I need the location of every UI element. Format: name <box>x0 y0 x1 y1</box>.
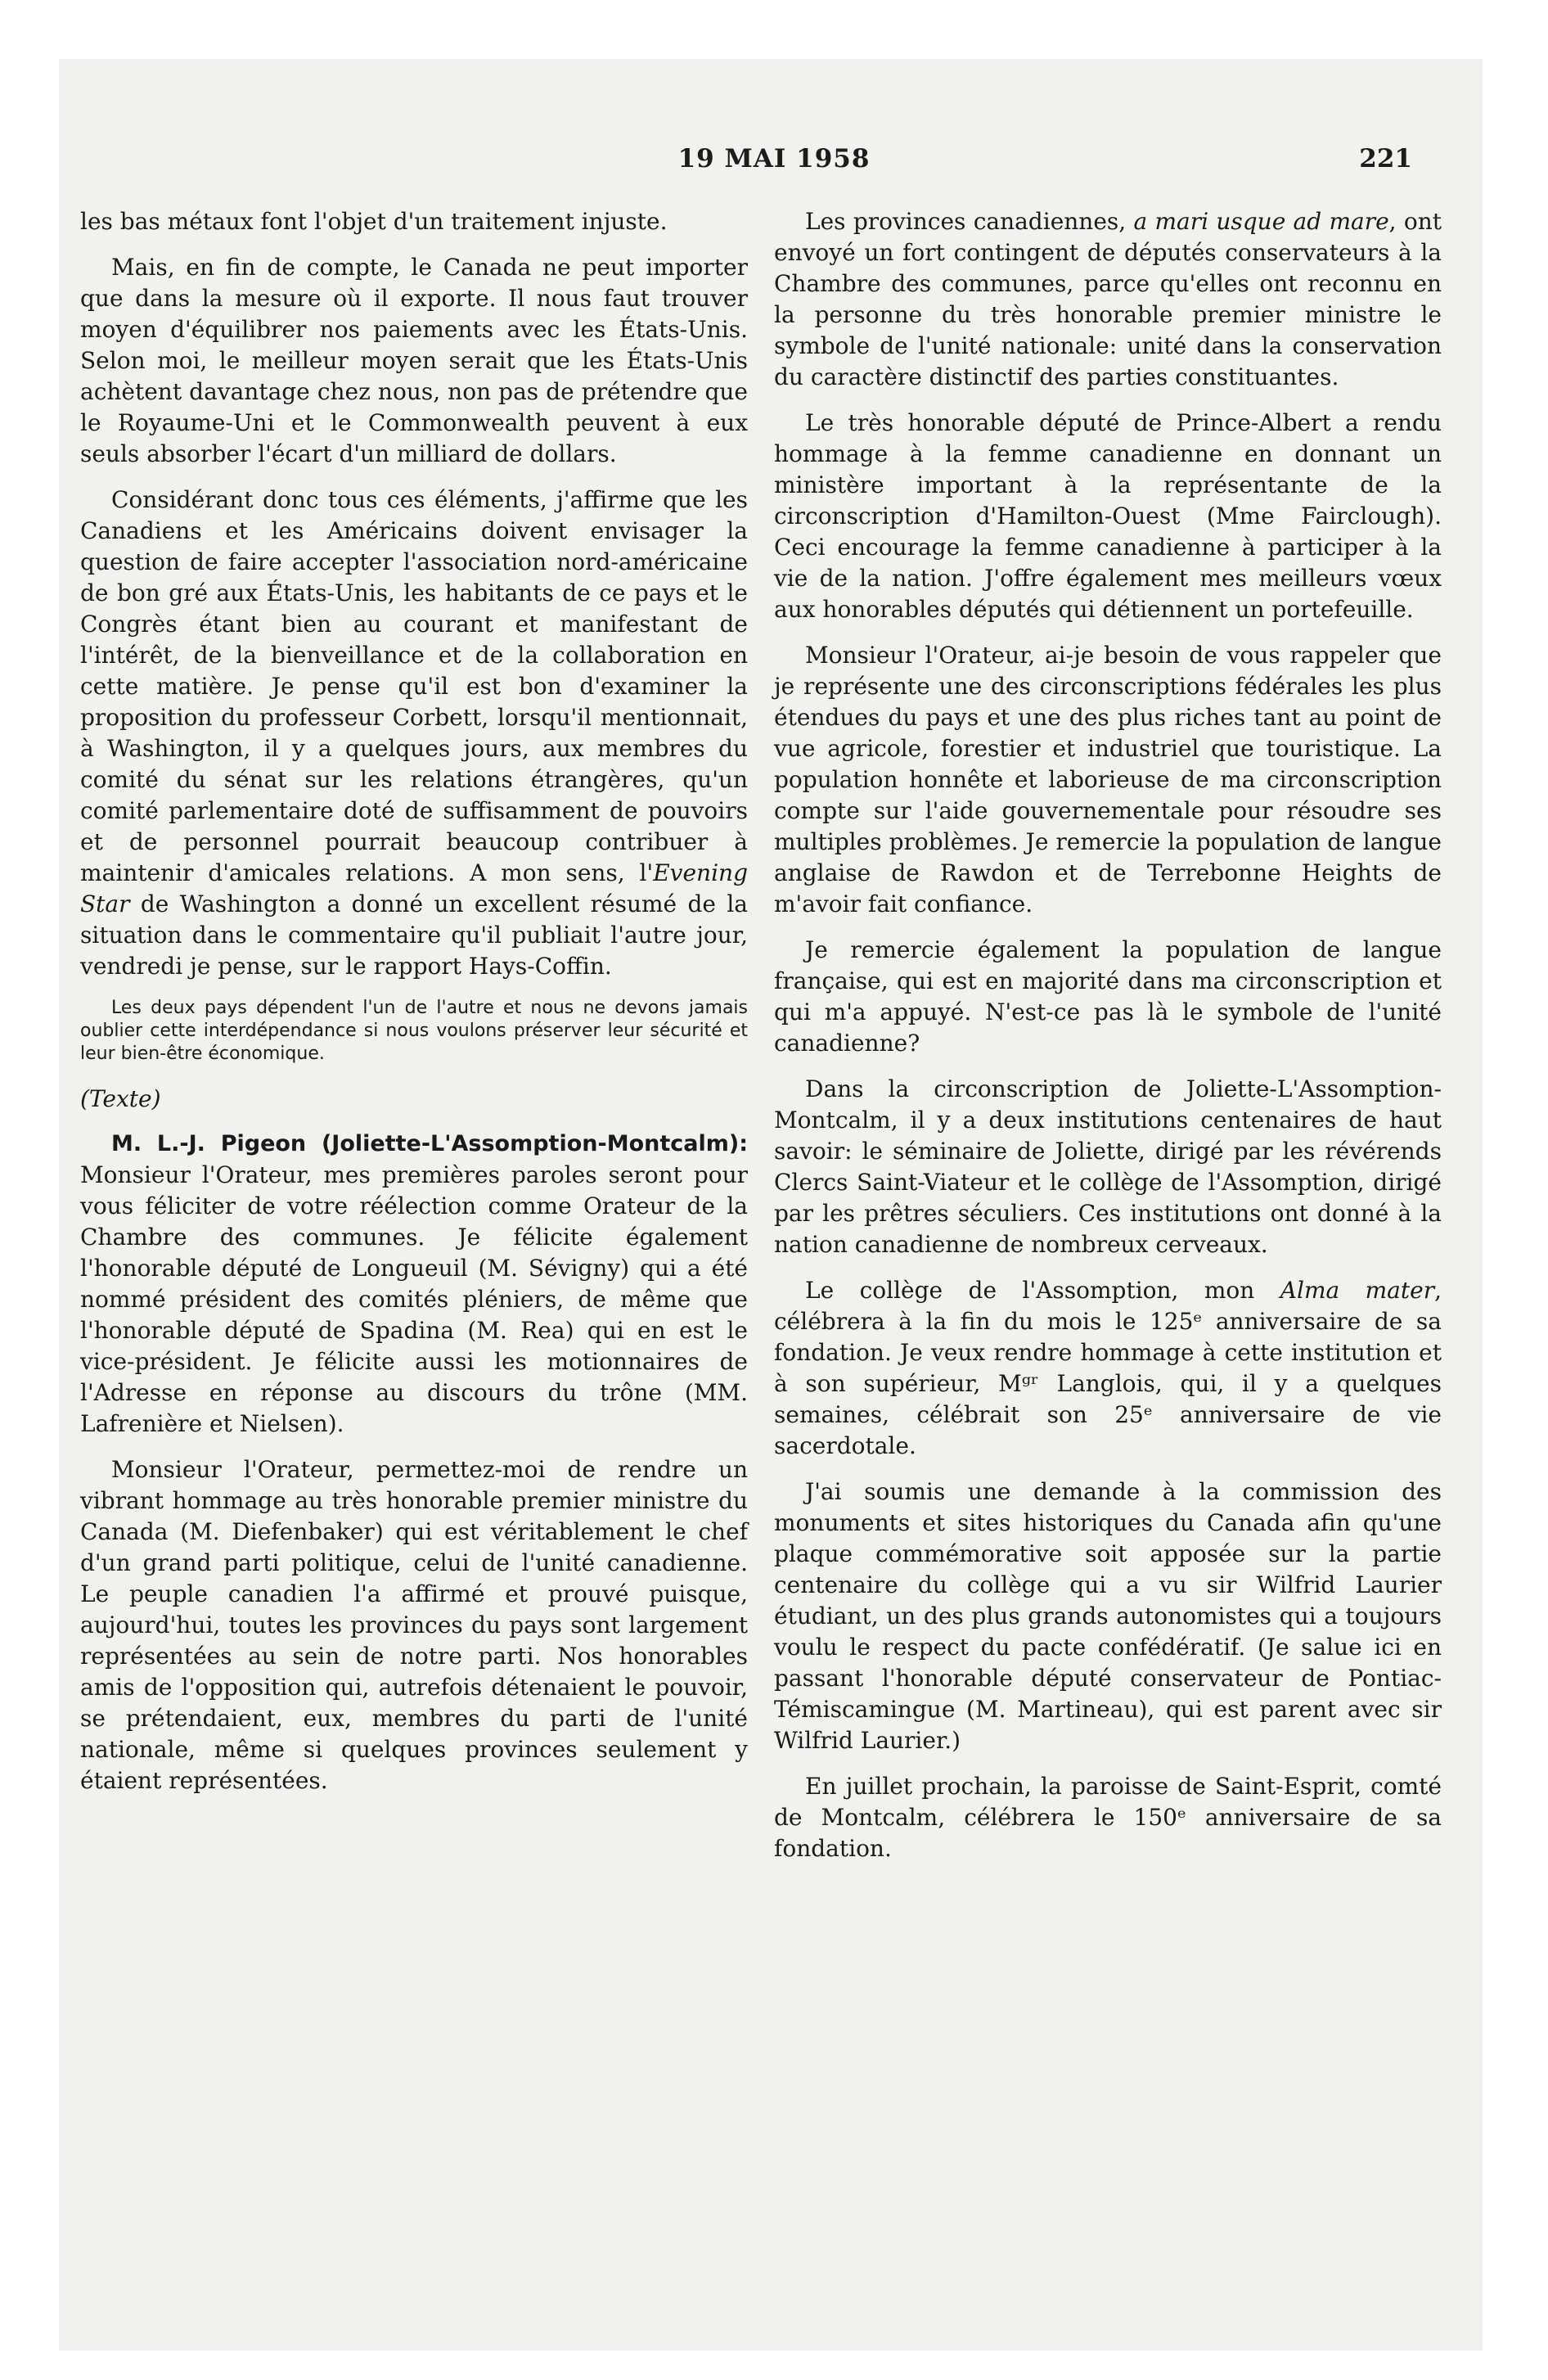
newspaper-title: Evening Star <box>80 859 748 917</box>
right-column <box>774 206 1442 1879</box>
paragraph: les bas métaux font l'objet d'un traitement injuste. <box>80 208 668 235</box>
paragraph-text: Les provinces canadiennes, <box>805 208 1134 235</box>
paragraph-text: , célébrera à la fin du mois le 125ᵉ anniversaire de sa fondation. Je veux rendre hommage à cette institution et à son supérieur, Mᵍʳ Langlois, qui, il y a quelques semaines, célébrait son 25ᵉ anniversaire de vie sacerdotale. <box>774 1277 1442 1459</box>
paragraph: Mais, en fin de compte, le Canada ne peut importer que dans la mesure où il exporte. Il nous faut trouver moyen d'équilibrer nos paiements avec les États-Unis. Selon moi, le meilleur moyen serait que les États-Unis achètent davantage chez nous, non pas de prétendre que le Royaume-Uni et le Commonwealth peuvent à eux seuls absorber l'écart d'un milliard de dollars. <box>80 254 748 467</box>
left-column <box>80 206 748 1811</box>
page-header-date: 19 MAI 1958 <box>677 144 871 174</box>
paragraph-text: Considérant donc tous ces éléments, j'affirme que les Canadiens et les Américains doivent envisager la question de faire accepter l'association nord-américaine de bon gré aux États-Unis, les habitants de ce pays et le Congrès étant bien au courant et manifestant de l'intérêt, de la bienveillance et de la collaboration en cette matière. Je pense qu'il est bon d'examiner la proposition du professeur Corbett, lorsqu'il mentionnait, à Washington, il y a quelques jours, aux membres du comité du sénat sur les relations étrangères, qu'un comité parlementaire doté de suffisamment de pouvoirs et de personnel pourrait beaucoup contribuer à maintenir d'amicales relations. A mon sens, l' <box>80 486 748 886</box>
paragraph <box>80 485 748 982</box>
paragraph-text: , ont envoyé un fort contingent de députés conservateurs à la Chambre des communes, parce qu'elles ont reconnu en la personne du très honorable premier ministre le symbole de l'unité nationale: unité dans la conservation du caractère distinctif des parties constituantes. <box>774 208 1442 390</box>
paragraph-text: Le collège de l'Assomption, mon <box>805 1277 1280 1304</box>
paragraph-text: Monsieur l'Orateur, mes premières paroles seront pour vous féliciter de votre réélection comme Orateur de la Chambre des communes. Je félicite également l'honorable député de Longueuil (M. Sévigny) qui a été nommé président des comités pléniers, de même que l'honorable député de Spadina (M. Rea) qui en est le vice-président. Je félicite aussi les motionnaires de l'Adresse en réponse au discours du trône (MM. Lafrenière et Nielsen). <box>80 1161 748 1437</box>
page-number: 221 <box>1359 144 1412 174</box>
paragraph <box>774 1275 1442 1462</box>
paragraph: Monsieur l'Orateur, permettez-moi de rendre un vibrant hommage au très honorable premier ministre du Canada (M. Diefenbaker) qui est véritablement le chef d'un grand parti politique, celui de l'unité canadienne. Le peuple canadien l'a affirmé et prouvé puisque, aujourd'hui, toutes les provinces du pays sont largement représentées au sein de notre parti. Nos honorables amis de l'opposition qui, autrefois détenaient le pouvoir, se prétendaient, eux, membres du parti de l'unité nationale, même si quelques provinces seulement y étaient représentées. <box>80 1456 748 1794</box>
block-quote: Les deux pays dépendent l'un de l'autre et nous ne devons jamais oublier cette interdépendance si nous voulons préserver leur sécurité et leur bien-être économique. <box>80 998 748 1064</box>
paragraph <box>80 1128 748 1440</box>
latin-phrase: a mari usque ad mare <box>1133 208 1389 235</box>
paragraph: Dans la circonscription de Joliette-L'Assomption-Montcalm, il y a deux institutions centenaires de haut savoir: le séminaire de Joliette, dirigé par les révérends Clercs Saint-Viateur et le collège de l'Assomption, dirigé par les prêtres séculiers. Ces institutions ont donné à la nation canadienne de nombreux cerveaux. <box>774 1075 1442 1258</box>
paragraph: Monsieur l'Orateur, ai-je besoin de vous rappeler que je représente une des circonscriptions fédérales les plus étendues du pays et une des plus riches tant au point de vue agricole, forestier et industriel que touristique. La population honnête et laborieuse de ma circonscription compte sur l'aide gouvernementale pour résoudre ses multiples problèmes. Je remercie la population de langue anglaise de Rawdon et de Terrebonne Heights de m'avoir fait confiance. <box>774 642 1442 917</box>
paragraph: Je remercie également la population de langue française, qui est en majorité dans ma circonscription et qui m'a appuyé. N'est-ce pas là le symbole de l'unité canadienne? <box>774 936 1442 1057</box>
paragraph <box>774 206 1442 393</box>
paragraph: Le très honorable député de Prince-Albert a rendu hommage à la femme canadienne en donnant un ministère important à la représentante de la circonscription d'Hamilton-Ouest (Mme Fairclough). Ceci encourage la femme canadienne à participer à la vie de la nation. J'offre également mes meilleurs vœux aux honorables députés qui détiennent un portefeuille. <box>774 409 1442 623</box>
paragraph-text: de Washington a donné un excellent résumé de la situation dans le commentaire qu'il publiait l'autre jour, vendredi je pense, sur le rapport Hays-Coffin. <box>80 890 748 980</box>
speaker-name: M. L.-J. Pigeon (Joliette-L'Assomption-Montcalm): <box>111 1131 748 1156</box>
paragraph: En juillet prochain, la paroisse de Saint-Esprit, comté de Montcalm, célébrera le 150ᵉ anniversaire de sa fondation. <box>774 1773 1442 1862</box>
paragraph: J'ai soumis une demande à la commission des monuments et sites historiques du Canada afin qu'une plaque commémorative soit apposée sur la partie centenaire du collège qui a vu sir Wilfrid Laurier étudiant, un des plus grands autonomistes qui a toujours voulu le respect du pacte confédératif. (Je salue ici en passant l'honorable député conservateur de Pontiac-Témiscamingue (M. Martineau), qui est parent avec sir Wilfrid Laurier.) <box>774 1478 1442 1754</box>
latin-phrase: Alma mater <box>1280 1277 1435 1304</box>
translation-marker: (Texte) <box>80 1085 161 1112</box>
